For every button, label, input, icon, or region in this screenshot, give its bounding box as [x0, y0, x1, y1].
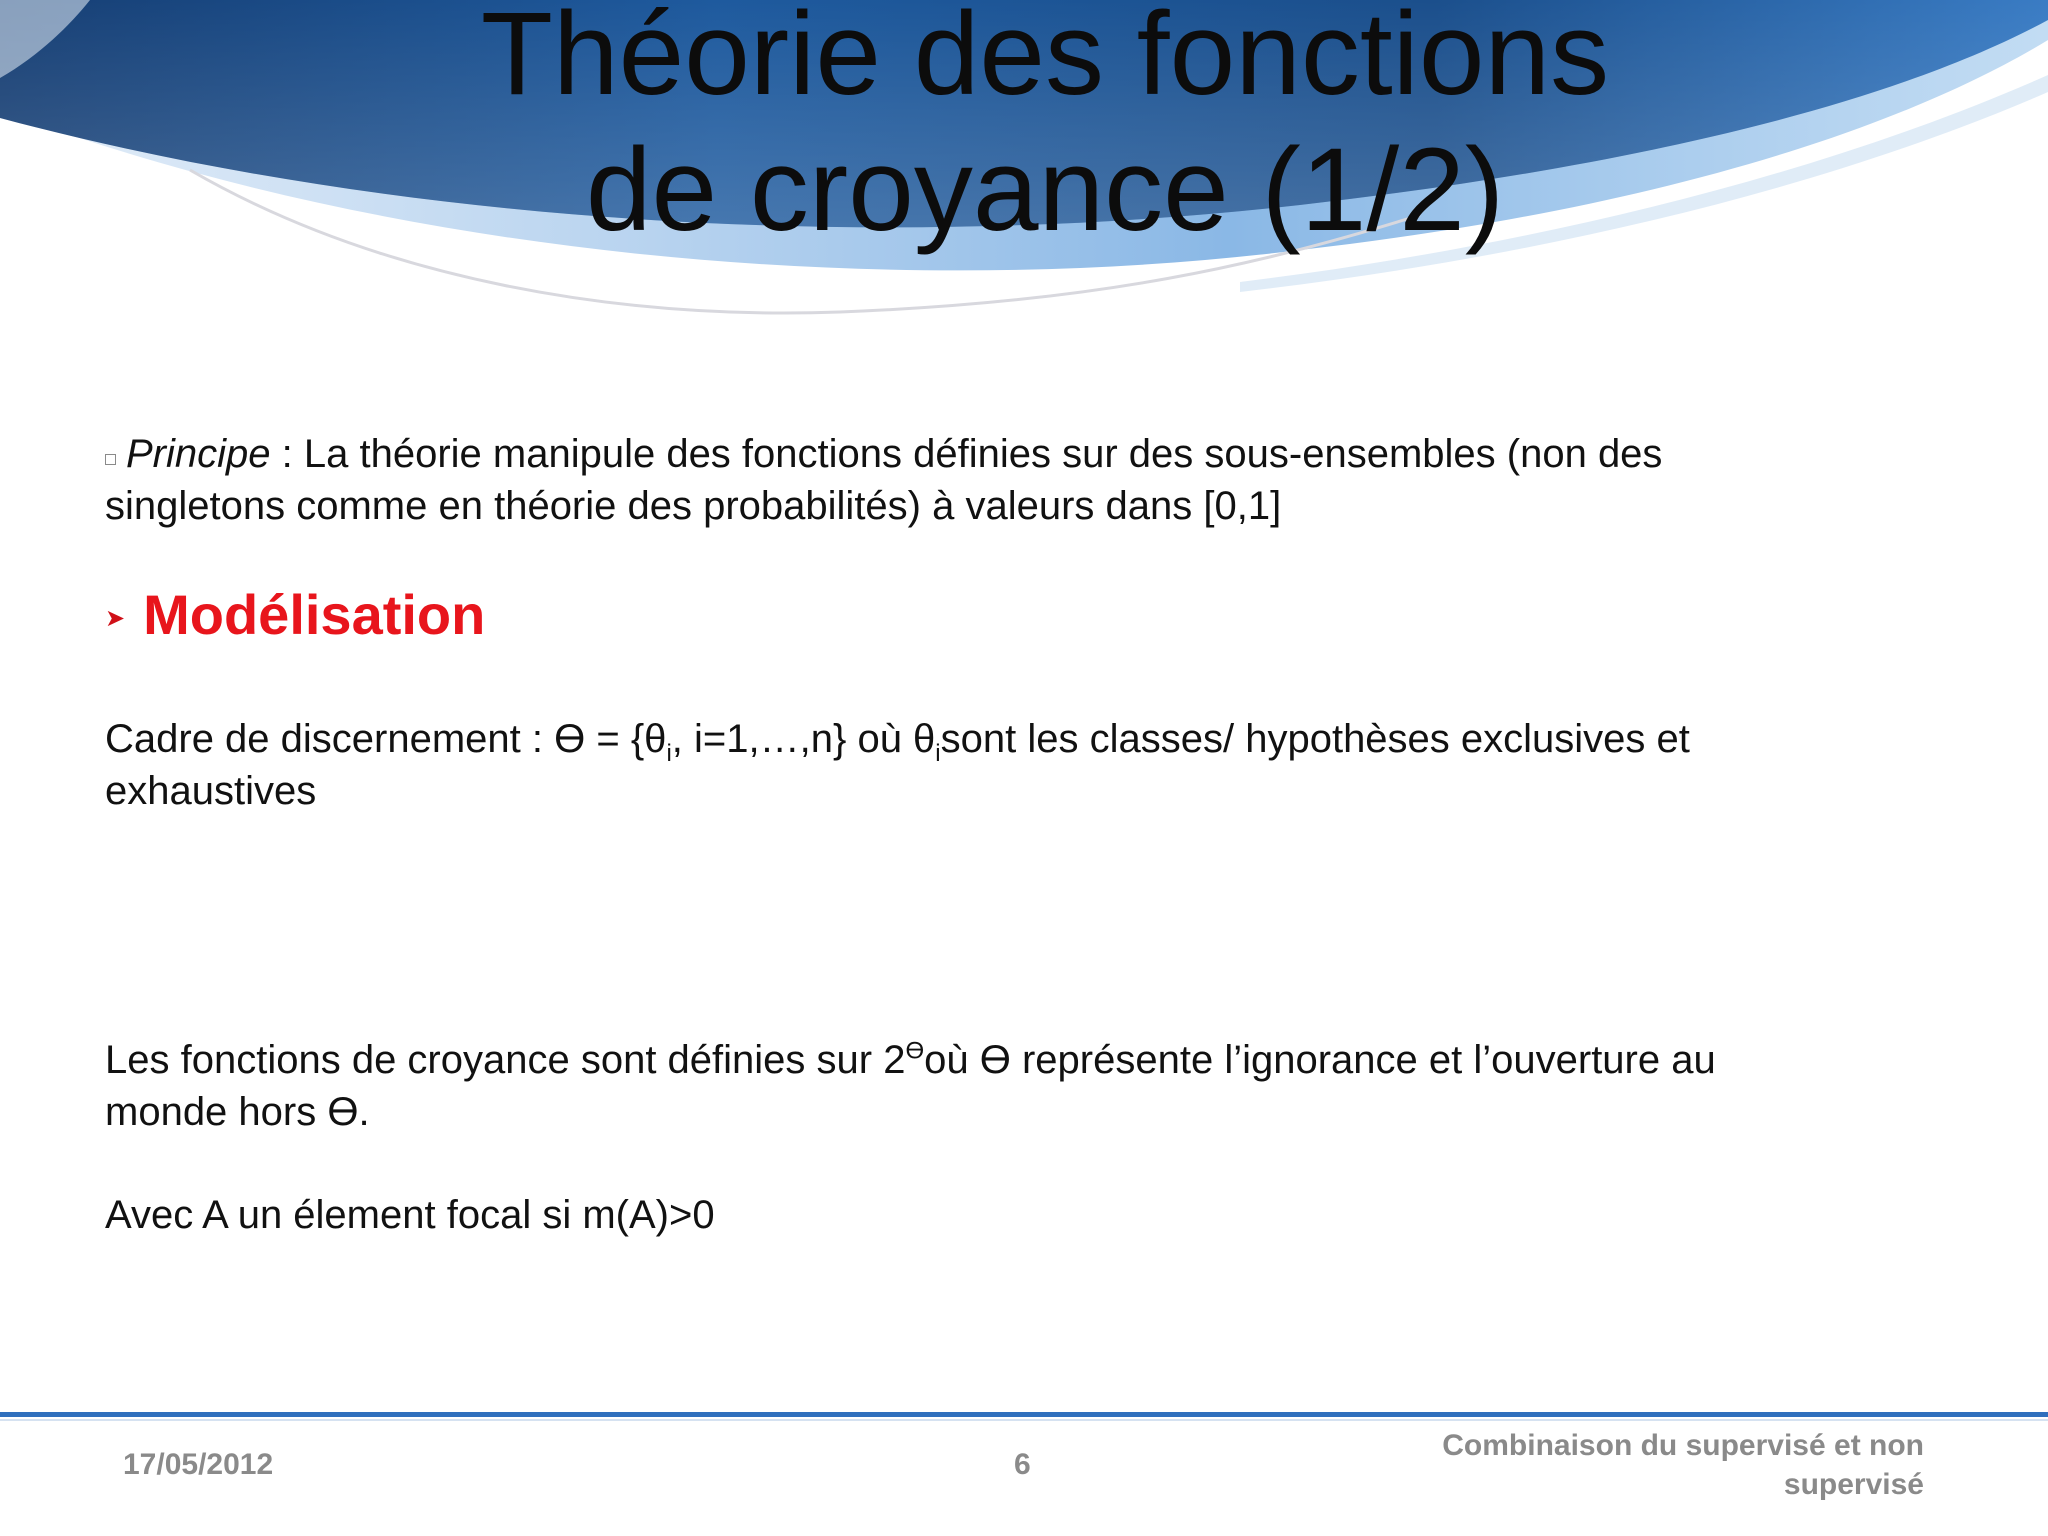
principe-paragraph	[105, 428, 1935, 532]
fonctions-prefix: Les fonctions de croyance sont définies sur 2	[105, 1038, 906, 1082]
slide-title	[0, 0, 2048, 258]
principe-label: Principe	[126, 432, 271, 476]
cadre-subscript-1: i	[666, 740, 672, 767]
slide-title-line1: Théorie des fonctions	[480, 0, 1610, 120]
footer-title-line1: Combinaison du supervisé et non	[1442, 1429, 1924, 1462]
footer-divider-shadow	[0, 1419, 2048, 1421]
fonctions-suffix: où ϴ représente l’ignorance et l’ouverture au	[924, 1038, 1716, 1082]
footer-title-line2: supervisé	[1783, 1468, 1924, 1501]
footer-date: 17/05/2012	[123, 1448, 274, 1481]
cadre-subscript-2: i	[935, 740, 941, 767]
principe-text-line1: : La théorie manipule des fonctions définies sur des sous-ensembles (non des	[270, 432, 1663, 476]
cadre-suffix: sont les classes/ hypothèses exclusives et	[940, 717, 1690, 761]
cadre-prefix: Cadre de discernement : ϴ = {θ	[105, 717, 667, 761]
arrowhead-bullet-icon: ➤	[105, 605, 126, 632]
avec-text: Avec A un élement focal si m(A)>0	[105, 1193, 715, 1237]
modelisation-heading	[105, 580, 485, 654]
cadre-line2: exhaustives	[105, 769, 317, 813]
fonctions-superscript: ϴ	[905, 1037, 925, 1065]
fonctions-line2: monde hors ϴ.	[105, 1090, 370, 1134]
cadre-middle: , i=1,…,n} où θ	[671, 717, 936, 761]
principe-text-line2: singletons comme en théorie des probabilités) à valeurs dans [0,1]	[105, 484, 1282, 528]
fonctions-paragraph	[105, 1034, 1935, 1138]
cadre-paragraph	[105, 713, 1935, 817]
footer-divider	[0, 1412, 2048, 1417]
footer-page-number: 6	[1014, 1448, 1031, 1481]
modelisation-heading-text: Modélisation	[143, 583, 486, 646]
avec-paragraph	[105, 1189, 1935, 1241]
footer-presentation-title	[1364, 1426, 1924, 1504]
square-bullet-icon	[105, 454, 116, 465]
slide-title-line2: de croyance (1/2)	[585, 124, 1505, 256]
